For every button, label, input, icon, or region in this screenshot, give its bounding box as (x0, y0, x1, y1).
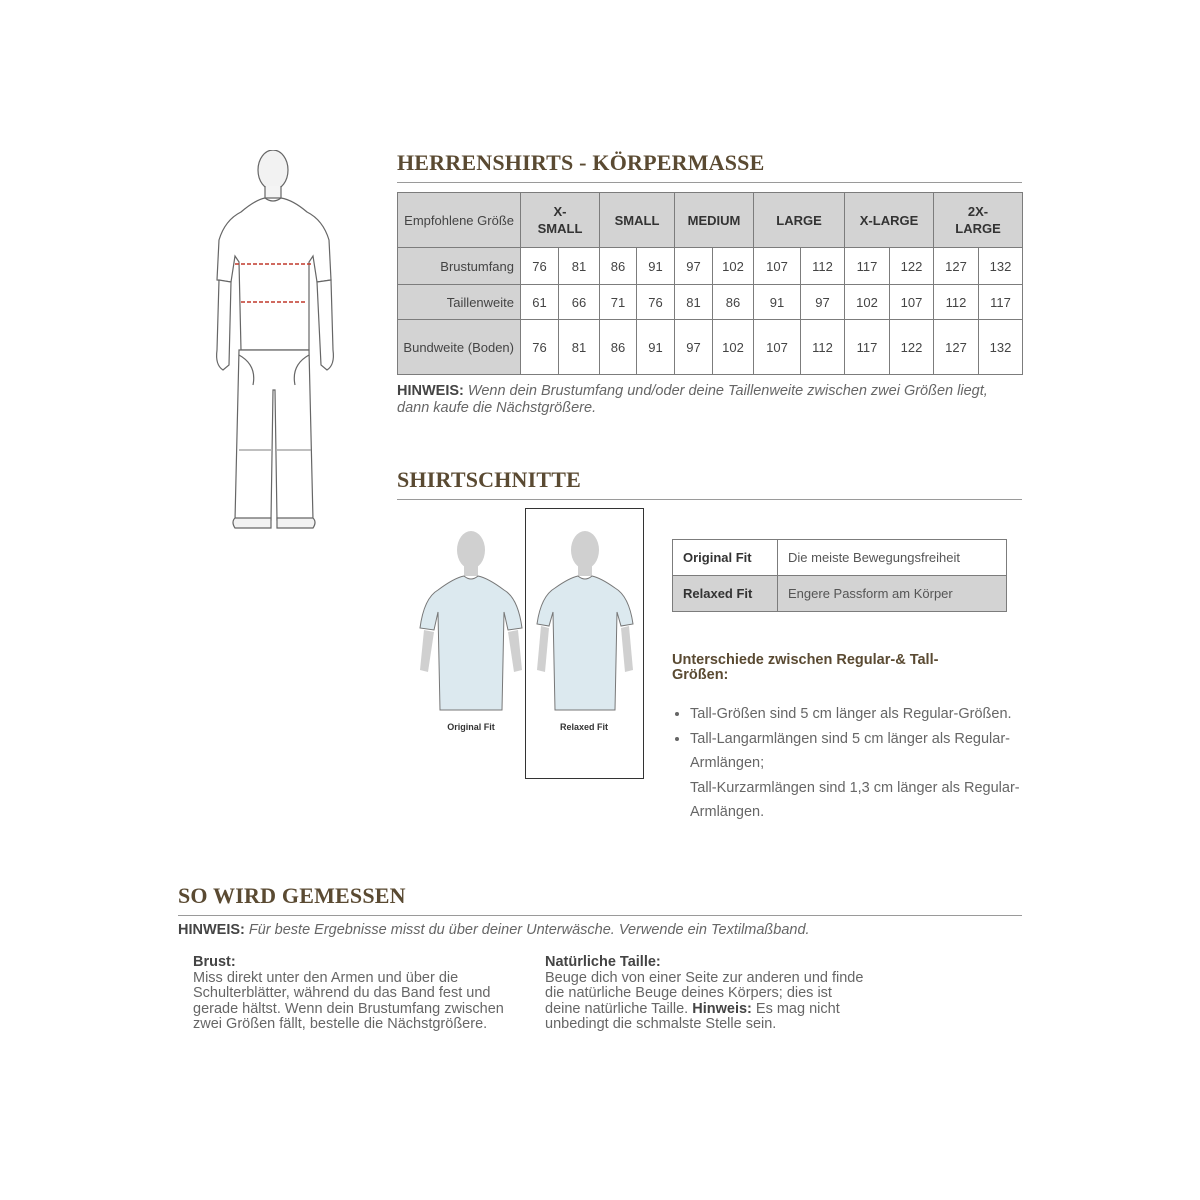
note-text: Für beste Ergebnisse misst du über deiner Unterwäsche. Verwende ein Textilmaßband. (248, 922, 810, 938)
table-cell: 86 (713, 285, 754, 320)
table-cell: 86 (600, 320, 637, 375)
table-cell: 86 (600, 248, 637, 285)
table-cell: 117 (845, 248, 890, 285)
chest-instructions (193, 955, 513, 1033)
figure-head (258, 150, 288, 190)
size-note (397, 383, 1022, 417)
size-col-xs: X-SMALL (521, 193, 600, 248)
table-row (398, 285, 1023, 320)
size-corner-label: Empfohlene Größe (398, 193, 521, 248)
table-cell: 76 (637, 285, 675, 320)
chest-text: Miss direkt unter den Armen und über die Schulterblätter, während du das Band fest und gerade hältst. Wenn dein Brustumfang zwischen zwei Größen fällt, bestelle die Nächstgrößere. (193, 969, 504, 1032)
fit-name: Relaxed Fit (673, 576, 778, 612)
figure-shirt (217, 198, 331, 350)
table-cell: 91 (754, 285, 801, 320)
table-cell: 97 (801, 285, 845, 320)
shirt-fits-title: SHIRTSCHNITTE (397, 467, 1022, 500)
table-cell: 71 (600, 285, 637, 320)
fit-name: Original Fit (673, 540, 778, 576)
table-cell: 102 (713, 320, 754, 375)
table-cell: 81 (559, 320, 600, 375)
table-cell: 81 (559, 248, 600, 285)
table-cell: 97 (675, 320, 713, 375)
table-cell: 66 (559, 285, 600, 320)
size-col-m: MEDIUM (675, 193, 754, 248)
table-cell: 127 (934, 320, 979, 375)
list-item: • Tall-Größen sind 5 cm länger als Regular-Größen. (690, 702, 1020, 727)
row-label: Brustumfang (398, 248, 521, 285)
table-row (398, 320, 1023, 375)
table-cell: 122 (890, 320, 934, 375)
table-cell: 102 (713, 248, 754, 285)
fit-description: Engere Passform am Körper (778, 576, 1007, 612)
table-cell: 127 (934, 248, 979, 285)
table-cell: 107 (890, 285, 934, 320)
table-cell: 107 (754, 320, 801, 375)
fit-description-table (672, 539, 1007, 612)
relaxed-fit-illustration (533, 520, 637, 715)
table-row (673, 576, 1007, 612)
body-measurements-title: HERRENSHIRTS - KÖRPERMASSE (397, 150, 1022, 183)
figure-pants (235, 350, 313, 520)
size-col-2xl: 2X-LARGE (934, 193, 1023, 248)
size-header-row (398, 193, 1023, 248)
original-fit-illustration (418, 520, 524, 715)
note-text: Wenn dein Brustumfang und/oder deine Taillenweite zwischen zwei Größen liegt, dann kaufe die Nächstgrößere. (397, 383, 988, 416)
note-label: HINWEIS: (178, 922, 245, 938)
waist-text: Beuge dich von einer Seite zur anderen und finde die natürliche Beuge deines Körpers; dies ist deine natürliche Taille. (545, 969, 864, 1017)
size-col-s: SMALL (600, 193, 675, 248)
fit-description: Die meiste Bewegungsfreiheit (778, 540, 1007, 576)
table-cell: 112 (934, 285, 979, 320)
list-item-text: Tall-Kurzarmlängen sind 1,3 cm länger als Regular-Armlängen. (690, 779, 1020, 820)
table-cell: 112 (801, 248, 845, 285)
body-figure-illustration (205, 150, 340, 535)
waist-hint-label: Hinweis: (692, 1000, 752, 1017)
table-cell: 91 (637, 248, 675, 285)
table-cell: 117 (845, 320, 890, 375)
size-col-xl: X-LARGE (845, 193, 934, 248)
list-item (690, 727, 1020, 825)
regular-tall-title: Unterschiede zwischen Regular-& Tall-Größen: (672, 652, 939, 683)
size-chart-table (397, 192, 1023, 375)
table-cell: 122 (890, 248, 934, 285)
table-cell: 91 (637, 320, 675, 375)
note-label: HINWEIS: (397, 383, 464, 399)
table-cell: 81 (675, 285, 713, 320)
table-cell: 112 (801, 320, 845, 375)
table-cell: 107 (754, 248, 801, 285)
table-cell: 97 (675, 248, 713, 285)
table-cell: 132 (979, 320, 1023, 375)
measure-note (178, 922, 978, 939)
waist-instructions (545, 955, 865, 1033)
table-cell: 61 (521, 285, 559, 320)
relaxed-fit-caption: Relaxed Fit (559, 722, 608, 732)
table-cell: 76 (521, 248, 559, 285)
table-cell: 102 (845, 285, 890, 320)
size-col-l: LARGE (754, 193, 845, 248)
original-fit-caption: Original Fit (447, 722, 495, 732)
waist-text-2: Es mag nicht unbedingt die schmalste Stelle sein. (545, 1000, 840, 1032)
chest-heading: Brust: (193, 954, 236, 970)
regular-tall-list (672, 702, 1020, 825)
list-item-text: Tall-Langarmlängen sind 5 cm länger als Regular-Armlängen; (690, 730, 1010, 771)
waist-heading: Natürliche Taille: (545, 954, 661, 970)
table-row (398, 248, 1023, 285)
how-to-measure-title: SO WIRD GEMESSEN (178, 883, 1022, 916)
row-label: Taillenweite (398, 285, 521, 320)
table-cell: 132 (979, 248, 1023, 285)
table-cell: 117 (979, 285, 1023, 320)
row-label: Bundweite (Boden) (398, 320, 521, 375)
table-row (673, 540, 1007, 576)
table-cell: 76 (521, 320, 559, 375)
